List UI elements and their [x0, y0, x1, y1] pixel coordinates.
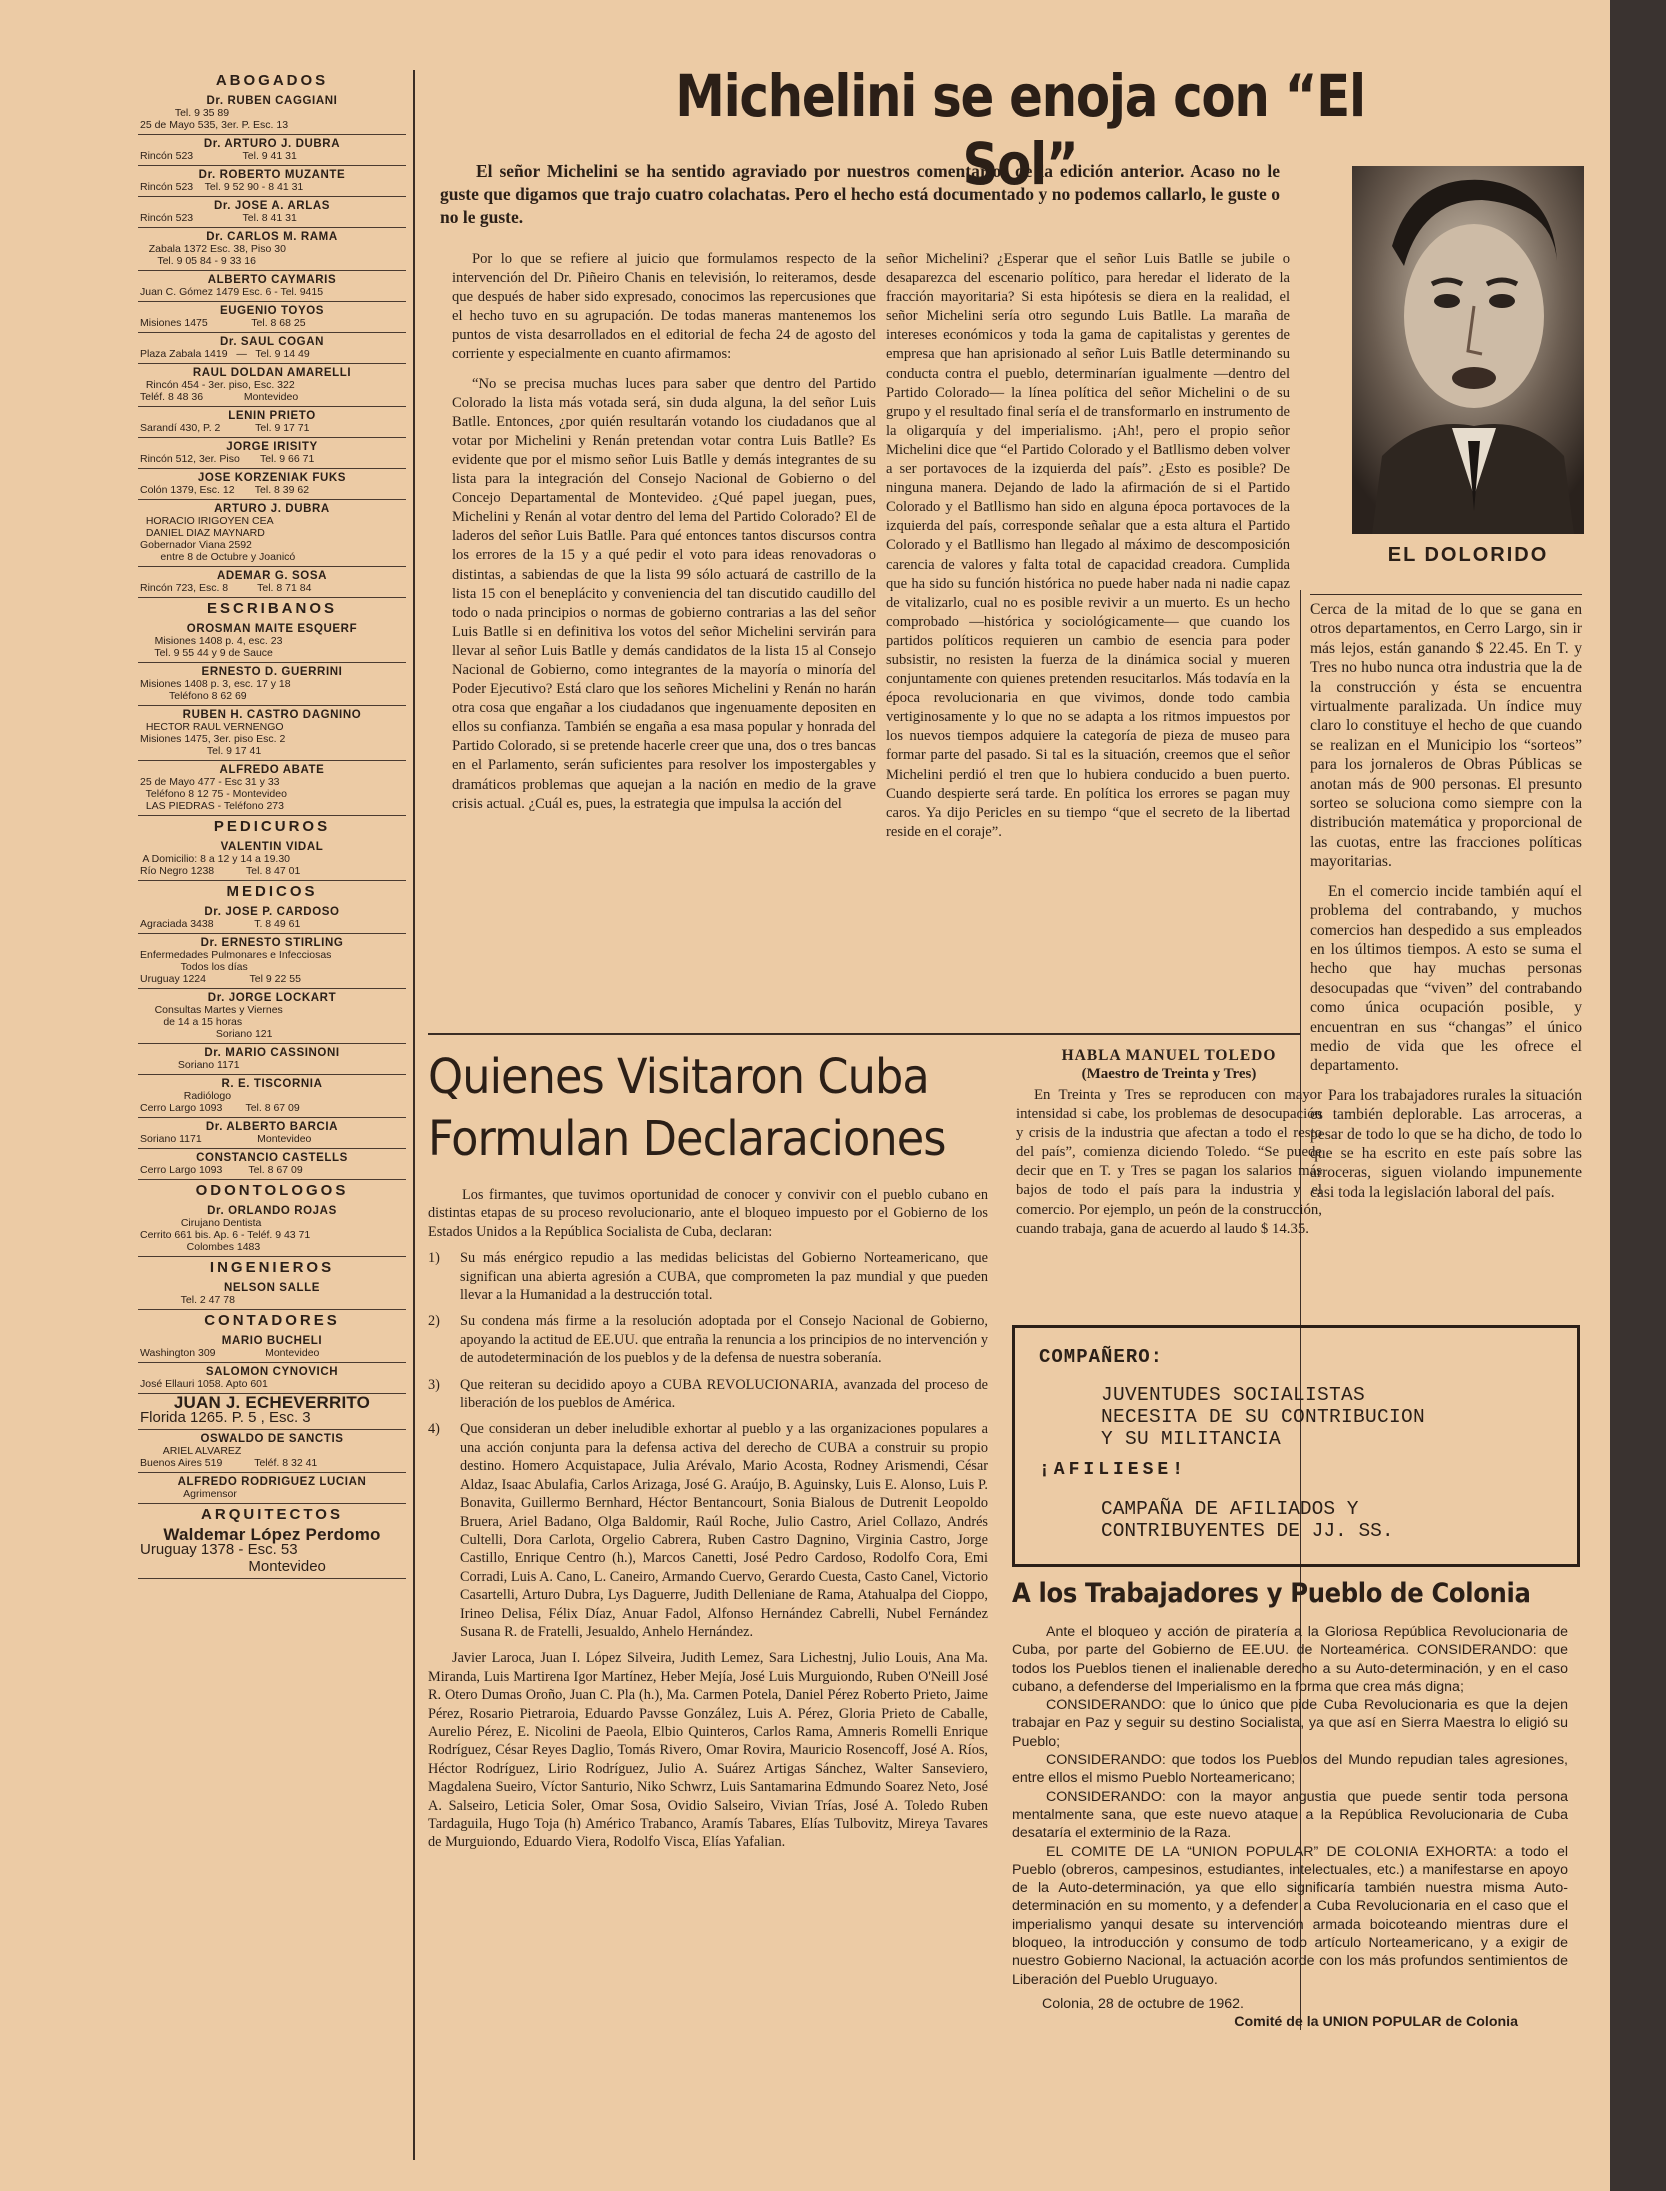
headline-colonia: A los Trabajadores y Pueblo de Colonia [1012, 1578, 1531, 1609]
ad-message: JUVENTUDES SOCIALISTAS NECESITA DE SU CONTRIBUCION Y SU MILITANCIA [1101, 1384, 1426, 1450]
entry-detail: Misiones 1475, 3er. piso Esc. 2 [140, 733, 286, 745]
declaration-point: 4) Que consideran un deber ineludible exhortar al pueblo y a las organizaciones populares a una acción conjunta para la defensa activa del derecho de CUBA a construir su propio destino. Homero Acquistapace, Julia Arévalo, Mario Acosta, Rodney Arismendi, César Aldaz, Isaac Abulafia, Carlos Arizaga, José G. Araújo, B. Aguinsky, Luis E. Alonso, Luis P. Bonavita, Guillermo Bernhard, Héctor Bentancourt, Sonia Bialous de Dutrenit Leopoldo Bruera, Ariel Badano, Olga Baldomir, Raúl Roche, Julio Castro, Ariel Collazo, Andrés Cultelli, Dora Carlota, Orgelio Cabrera, Ruben Castro Dagnino, Virginia Castro, Jorge Castillo, Enrique Centro (h.), Marcos Canetti, José Pedro Cardoso, Rodolfo Cora, Emi Corradi, Luis A. Cano, L. Caneiro, Armando Cuervo, Gerardo Cuesta, Casto Canel, Victorio Casartelli, Arturo Dubra, Lys Daguerre, Judith Delleniane de Rama, Atahualpa del Cioppo, Irineo Delisa, Félix Díaz, Anuar Fadol, Alfonso Hernández Cabrelli, Nubel Fernández Susana R. de Fratelli, Jesualdo, Anhelo Hernández. [428, 1421, 988, 1640]
entry-name: Dr. CARLOS M. RAMA [206, 231, 338, 243]
entry-detail: de 14 a 15 horas [140, 1016, 243, 1028]
statement-paragraph: CONSIDERANDO: que lo único que pide Cuba Revolucionaria es que la dejen trabajar en Paz y seguir su destino Socialista, ya que así en Sierra Maestra lo eligió su Pueblo; [1012, 1697, 1568, 1750]
scan-edge [1610, 0, 1666, 2191]
directory-section-heading: ESCRIBANOS [206, 600, 337, 617]
entry-name: LENIN PRIETO [228, 410, 316, 422]
headline-line: Quienes Visitaron Cuba [428, 1049, 929, 1105]
directory-entry [138, 92, 406, 135]
entry-name: Dr. ORLANDO ROJAS [207, 1205, 337, 1217]
entry-detail: Gobernador Viana 2592 [140, 539, 252, 551]
statement-paragraph: CONSIDERANDO: con la mayor angustia que puede sentir toda persona mentalmente sana, que este nuevo ataque a la República Revolucionaria de Cuba desataría el exterminio de la Raza. [1012, 1788, 1568, 1842]
entry-detail: Todos los días [140, 961, 248, 973]
entry-name: Dr. JORGE LOCKART [207, 992, 337, 1004]
ad-salutation: COMPAÑERO: [1039, 1346, 1164, 1368]
directory-section-heading: ABOGADOS [215, 72, 329, 89]
entry-name: SALOMON CYNOVICH [205, 1366, 339, 1378]
entry-name: NELSON SALLE [223, 1282, 320, 1294]
sidebar-divider [413, 70, 415, 2160]
right-column-rule [1310, 594, 1582, 595]
entry-detail: Tel. 2 47 78 [140, 1294, 235, 1306]
entry-detail: Tel. 9 35 89 [140, 107, 230, 119]
directory-entry [138, 302, 406, 333]
directory-entry [138, 620, 406, 663]
directory-entry [138, 500, 406, 567]
entry-detail: Zabala 1372 Esc. 38, Piso 30 [140, 243, 286, 255]
directory-entry [138, 271, 406, 302]
entry-name: ALBERTO CAYMARIS [207, 274, 337, 286]
directory-section-heading: PEDICUROS [213, 818, 331, 835]
directory-section-heading: ARQUITECTOS [201, 1506, 343, 1523]
entry-detail: Cerrito 661 bis. Ap. 6 - Teléf. 9 43 71 [140, 1229, 311, 1241]
entry-detail: Buenos Aires 519 Teléf. 8 32 41 [140, 1457, 318, 1469]
signatories-list: Javier Laroca, Juan I. López Silveira, Judith Lemez, Sara Lichestnj, Julio Louis, Ana Ma. Miranda, Luis Martirena Igor Martínez, Heber Mejía, José Luis Murguiondo, Ruben O'Neill José R. Otero Dumas Oroño, Juan C. Pla (h.), Ma. Carmen Potela, Daniel Pérez Roberto Prieto, Jaime Pérez, Rosario Pietraroia, Eduardo Pavsse González, Luis A. Pérez, Gloria Prieto de Caballe, Aurelio Pérez, E. Nicolini de Paeola, Elbio Quinteros, Carlos Rama, Amneris Romelli Enrique Rodríguez, César Reyes Daglio, Tomás Rivero, Omar Rovira, Mauricio Rosencoff, José A. Ríos, Héctor Rodríguez, Lirio Rodríguez, Julio A. Suárez Artigas Sánchez, Walter Sanseviero, Magdalena Sueiro, Víctor Santurio, Niko Schwrz, Luis Santamarina Edmundo Soarez Neto, José A. Salseiro, Leticia Soler, Omar Sosa, Ovidio Salseiro, Vivian Trías, José A. Toledo Ruben Tardaguila, Hugo Toja (h) Américo Trabanco, Aramís Tabares, Elías Tulbovitz, Mireya Tavares de Murguiondo, Eduardo Viera, Rodolfo Visca, Elías Yafalian. [428, 1650, 988, 1851]
directory-entry [138, 1118, 406, 1149]
directory-entry [138, 1394, 406, 1430]
entry-detail: Rincón 523 Tel. 8 41 31 [140, 212, 297, 224]
directory-entry [138, 1279, 406, 1310]
directory-entry [138, 333, 406, 364]
entry-name: Dr. MARIO CASSINONI [204, 1047, 340, 1059]
entry-name: Dr. RUBEN CAGGIANI [206, 95, 338, 107]
entry-detail: Cerro Largo 1093 Tel. 8 67 09 [140, 1102, 300, 1114]
directory-section-heading: ODONTOLOGOS [195, 1182, 349, 1199]
entry-detail: Rincón 512, 3er. Piso Tel. 9 66 71 [140, 453, 315, 465]
entry-name: Dr. ARTURO J. DUBRA [203, 138, 341, 150]
article-column-1 [452, 250, 876, 824]
entry-name: JORGE IRISITY [226, 441, 318, 453]
entry-name: R. E. TISCORNIA [221, 1078, 323, 1090]
statement-paragraph: EL COMITE DE LA “UNION POPULAR” DE COLONIA EXHORTA: a todo el Pueblo (obreros, campesinos, estudiantes, intelectuales, etc.) a manifestarse en apoyo de la Auto-determinación, ya que ello significaría también nuestra misma Auto-determinación en su momento, y a defender a Cuba Revolucionaria en el caso que el imperialismo yanqui desate su intervención armada boicoteando mientras dure el bloqueo, la introducción y consumo de todo artículo Norteamericano, y a exigir de nuestro Gobierno Nacional, la actuación acorde con los más profundos sentimientos de Liberación del Pueblo Uruguayo. [1012, 1843, 1568, 1988]
entry-detail: DANIEL DIAZ MAYNARD [140, 527, 265, 539]
directory-entry [138, 197, 406, 228]
right-column-text [1310, 600, 1582, 1212]
entry-detail: Rincón 523 Tel. 9 41 31 [140, 150, 297, 162]
photo-caption: EL DOLORIDO [1387, 544, 1549, 566]
entry-detail: Rincón 454 - 3er. piso, Esc. 322 [140, 379, 295, 391]
entry-detail: entre 8 de Octubre y Joanicó [140, 551, 296, 563]
directory-entry [138, 989, 406, 1044]
directory-entry [138, 1526, 406, 1579]
ad-campaign: CAMPAÑA DE AFILIADOS Y CONTRIBUYENTES DE JJ. SS. [1101, 1498, 1394, 1542]
directory-section-heading: MEDICOS [226, 883, 318, 900]
entry-detail: ARIEL ALVAREZ [140, 1445, 242, 1457]
directory-section-heading: INGENIEROS [209, 1259, 335, 1276]
entry-detail: Colombes 1483 [140, 1241, 261, 1253]
entry-name: EUGENIO TOYOS [219, 305, 325, 317]
entry-detail: Teléfono 8 62 69 [140, 690, 247, 702]
entry-name: Dr. JOSE P. CARDOSO [204, 906, 340, 918]
entry-detail: Sarandí 430, P. 2 Tel. 9 17 71 [140, 422, 310, 434]
entry-detail: Misiones 1475 Tel. 8 68 25 [140, 317, 306, 329]
entry-name: ALFREDO ABATE [219, 764, 325, 776]
entry-detail: A Domicilio: 8 a 12 y 14 a 19.30 [140, 853, 291, 865]
article-paragraph: Cerca de la mitad de lo que se gana en otros departamentos, en Cerro Largo, sin ir más lejos, están ganando $ 22.45. En T. y Tres no hubo nunca otra industria que la de la construcción y ésta se encuentra virtualmente paralizada. Un índice muy claro lo constituye el hecho de que cuando se realizan en el Municipio los “sorteos” para los jornaleros de Obras Públicas se anotan más de 900 personas. El presunto sorteo se soluciona como siempre con la distribución matemática y proporcional de las cuotas, entre las fracciones políticas mayoritarias. [1310, 601, 1582, 871]
directory-entry [138, 1332, 406, 1363]
entry-name: Dr. ROBERTO MUZANTE [198, 169, 346, 181]
entry-name: JUAN J. ECHEVERRITO [173, 1393, 371, 1412]
directory-entry [138, 1363, 406, 1394]
entry-detail: Plaza Zabala 1419 — Tel. 9 14 49 [140, 348, 310, 360]
entry-name: Waldemar López Perdomo [163, 1525, 381, 1544]
article-column-2 [886, 250, 1290, 852]
entry-detail: Cirujano Dentista [140, 1217, 262, 1229]
directory-entry [138, 706, 406, 761]
directory-entry [138, 1473, 406, 1504]
entry-detail: Tel. 9 05 84 - 9 33 16 [140, 255, 256, 267]
declaration-intro: Los firmantes, que tuvimos oportunidad de conocer y convivir con el pueblo cubano en distintas etapas de su proceso revolucionario, ante el bloqueo impuesto por el Gobierno de los Estados Unidos a la República Socialista de Cuba, declaran: [428, 1187, 988, 1240]
statement-paragraph: Ante el bloqueo y acción de piratería a la Gloriosa República Revolucionaria de Cuba, por parte del Gobierno de EE.UU. de Norteamérica. CONSIDERANDO: que todos los Pueblos tienen el inalienable derecho a su Auto-determinación, y en el caso cubano, a defenderse del Imperialismo en la forma que crea más digna; [1012, 1624, 1568, 1695]
entry-detail: Tel. 9 55 44 y 9 de Sauce [140, 647, 273, 659]
entry-name: Dr. JOSE A. ARLAS [213, 200, 331, 212]
entry-detail: Soriano 121 [140, 1028, 273, 1040]
directory-entry [138, 934, 406, 989]
article-paragraph: señor Michelini? ¿Esperar que el señor Luis Batlle se jubile o desaparezca del escenario político, para heredar el liderato de la fracción mayoritaria? Si esta hipótesis se diera en la realidad, el señor Michelini sería otro segundo Luis Batlle. La maraña de intereses económicos y toda la gama de capitalistas y gerentes de empresa que han aprisionado al señor Luis Batlle determinando su conducta contra el pueblo, determinarían igualmente —dentro del Partido Colorado— la línea política del señor Michelini o de su grupo y el resultado final sería el de transformarlo en instrumento de la oligarquía y del imperialismo. ¡Ah!, pero el propio señor Michelini dice que “el Partido Colorado y el Batllismo deben volver a ser portavoces de la izquierda del país”. ¿Esto es posible? De ninguna manera. Dejando de lado la afirmación de si el Partido Colorado y el Batllismo han sido en alguna época portavoces de la izquierda del país, corresponde señalar que a esta altura el Partido Colorado y el Batllismo han llegado al máximo de descomposición carencia de valores y falta total de capacidad creadora. Cumplida que ha sido su función histórica no puede haber nada ni nadie capaz de vitalizarlo, cual no es posible revivir a un muerto. Es un hecho comprobado —histórica y sociológicamente— que cuando los partidos políticos requieren un cambio de esencia para poder subsistir, no resisten la fuerza de la dinámica social y mueren conjuntamente con quienes pretenden resucitarlos. Más todavía en la época revolucionaria en que vivimos, donde todo cambia vertiginosamente y lo que no se adapta a los ritmos impuestos por los nuevos tiempos adquiere la categoría de pieza de museo para formar parte del pasado. Si tal es la situación, creemos que el señor Michelini perdió el tren que lo hubiera conducido a buen puerto. Cuando despierte será tarde. En política los errores se pagan muy caros. Ya dijo Pericles en su tiempo “que el secreto de la libertad reside en el coraje”. [886, 251, 1290, 840]
entry-detail: HORACIO IRIGOYEN CEA [140, 515, 274, 527]
directory-entry [138, 1149, 406, 1180]
entry-detail: Juan C. Gómez 1479 Esc. 6 - Tel. 9415 [140, 286, 324, 298]
entry-detail: LAS PIEDRAS - Teléfono 273 [140, 800, 284, 812]
directory-entry [138, 438, 406, 469]
entry-name: CONSTANCIO CASTELLS [196, 1152, 348, 1164]
statement-date: Colonia, 28 de octubre de 1962. [1042, 1995, 1244, 2012]
directory-entry [138, 135, 406, 166]
entry-detail: Agrimensor [140, 1488, 237, 1500]
directory-entry [138, 1075, 406, 1118]
toledo-heading: HABLA MANUEL TOLEDO [1061, 1047, 1277, 1064]
portrait-photo [1352, 166, 1584, 534]
statement-paragraph: CONSIDERANDO: que todos los Pueblos del Mundo repudian tales agresiones, entre ellos el mismo Pueblo Norteamericano; [1012, 1752, 1568, 1787]
entry-detail: Uruguay 1378 - Esc. 53 [140, 1541, 298, 1558]
entry-name: ERNESTO D. GUERRINI [201, 666, 343, 678]
headline-line: Formulan Declaraciones [428, 1111, 946, 1167]
colonia-statement [1012, 1623, 1568, 2032]
entry-detail: Washington 309 Montevideo [140, 1347, 320, 1359]
directory-entry [138, 761, 406, 816]
directory-entry [138, 567, 406, 598]
directory-entry [138, 1202, 406, 1257]
entry-name: ALFREDO RODRIGUEZ LUCIAN [177, 1476, 367, 1488]
entry-detail: Rincón 723, Esc. 8 Tel. 8 71 84 [140, 582, 312, 594]
headline-michelini: Michelini se enoja con “El Sol” [675, 62, 1365, 198]
statement-signature: Comité de la UNION POPULAR de Colonia [1234, 2014, 1518, 2031]
directory-entry [138, 838, 406, 881]
entry-detail: 25 de Mayo 535, 3er. P. Esc. 13 [140, 119, 289, 131]
entry-detail: Consultas Martes y Viernes [140, 1004, 283, 1016]
entry-detail: Soriano 1171 Montevideo [140, 1133, 312, 1145]
directory-entry [138, 166, 406, 197]
entry-detail: Agraciada 3438 T. 8 49 61 [140, 918, 301, 930]
entry-detail: Radiólogo [140, 1090, 232, 1102]
directory-entry [138, 1044, 406, 1075]
entry-name: RUBEN H. CASTRO DAGNINO [182, 709, 362, 721]
entry-detail: Montevideo [140, 1558, 326, 1575]
entry-detail: Misiones 1408 p. 3, esc. 17 y 18 [140, 678, 291, 690]
declaration-points [428, 1249, 988, 1641]
directory-entry [138, 663, 406, 706]
entry-detail: Rincón 523 Tel. 9 52 90 - 8 41 31 [140, 181, 304, 193]
declaration-point: 3) Que reiteran su decidido apoyo a CUBA REVOLUCIONARIA, avanzada del proceso de liberación de los pueblos de América. [428, 1376, 988, 1412]
directory-section-heading: CONTADORES [204, 1312, 340, 1329]
article-paragraph: En el comercio incide también aquí el problema del contrabando, y muchos comercios han despedido a sus empleados en los últimos tiempos. A esto se suma el hecho que hay muchas personas desocupadas que “viven” del contrabando como única ocupación posible, y encuentran en sus “changas” el único medio de vida que les ofrece el departamento. [1310, 882, 1582, 1075]
ad-call: ¡AFILIESE! [1039, 1460, 1188, 1480]
entry-name: ADEMAR G. SOSA [217, 570, 327, 582]
toledo-subheading: (Maestro de Treinta y Tres) [1081, 1066, 1257, 1082]
article-paragraph: Por lo que se refiere al juicio que formulamos respecto de la intervención del Dr. Piñeiro Chanis en televisión, lo reiteramos, desde que después de haber sido expresado, conocimos las repercusiones que el hecho tuvo en su agrupación. De todas maneras mantenemos los puntos de vista desarrollados en el editorial de fecha 24 de agosto del corriente y especialmente en cuanto afirmamos: [452, 251, 876, 363]
entry-detail: 25 de Mayo 477 - Esc 31 y 33 [140, 776, 280, 788]
entry-name: OSWALDO DE SANCTIS [200, 1433, 344, 1445]
directory-entry [138, 228, 406, 271]
headline-cuba [428, 1046, 967, 1170]
entry-detail: Cerro Largo 1093 Tel. 8 67 09 [140, 1164, 303, 1176]
declaration-point: 2) Su condena más firme a la resolución adoptada por el Consejo Nacional de Gobierno, apoyando la actitud de EE.UU. que entraña la renuncia a los principios de no intervención y de autodeterminación de los pueblos y de la defensa de nuestra soberanía. [428, 1313, 988, 1367]
directory-entry [138, 407, 406, 438]
entry-name: OROSMAN MAITE ESQUERF [186, 623, 358, 635]
directory-entry [138, 903, 406, 934]
entry-name: RAUL DOLDAN AMARELLI [192, 367, 352, 379]
article-paragraph: Para los trabajadores rurales la situación es también deplorable. Las arroceras, a pesar de todo lo que se ha dicho, de todo lo que se ha escrito en este país sobre las arroceras, siguen violando impunemente casi toda la legislación laboral del país. [1310, 1086, 1582, 1201]
entry-detail: José Ellauri 1058. Apto 601 [140, 1378, 268, 1390]
entry-detail: Uruguay 1224 Tel 9 22 55 [140, 973, 301, 985]
entry-name: ARTURO J. DUBRA [214, 503, 330, 515]
section-divider [428, 1033, 1300, 1035]
entry-detail: Río Negro 1238 Tel. 8 47 01 [140, 865, 301, 877]
professional-directory [138, 70, 406, 2160]
cuba-declaration [428, 1186, 988, 1860]
directory-entry [138, 469, 406, 500]
entry-detail: Colón 1379, Esc. 12 Tel. 8 39 62 [140, 484, 310, 496]
entry-detail: Tel. 9 17 41 [140, 745, 262, 757]
entry-detail: Soriano 1171 [140, 1059, 240, 1071]
entry-detail: Florida 1265. P. 5 , Esc. 3 [140, 1409, 311, 1426]
entry-name: JOSE KORZENIAK FUKS [197, 472, 347, 484]
declaration-point: 1) Su más enérgico repudio a las medidas belicistas del Gobierno Norteamericano, que significan una abierta agresión a CUBA, que comprometen la paz mundial y que pueden llevar a la Humanidad a la destrucción total. [428, 1250, 988, 1304]
directory-entry [138, 364, 406, 407]
entry-detail: HECTOR RAUL VERNENGO [140, 721, 284, 733]
entry-detail: Misiones 1408 p. 4, esc. 23 [140, 635, 283, 647]
article-paragraph: “No se precisa muchas luces para saber que dentro del Partido Colorado la lista más votada será, sin duda alguna, la del señor Luis Batlle. Entonces, ¿por quién resultarán votando los ciudadanos que al votar por Michelini y Renán pretendan votar contra Luis Batlle? Es evidente que por el mismo señor Luis Batlle y demás integrantes de su lista para la integración del Consejo Nacional de Gobierno o del Concejo Departamental de Montevideo. ¿Qué papel juegan, pues, Michelini y Renán al votar dentro del lema del Partido Colorado? El de laderos del señor Luis Batlle. Para qué entonces tantos discursos contra los errores de la 15 y a qué pedir el voto para ideas renovadoras o distintas, a sabiendas de que la lista 99 sólo actuará de castrillo de la lista 15 con el beneplácito y conveniencia del tan discutido caudillo del todo o nada principios o normas de gobierno contrarias a las del señor Luis Batlle si en definitiva los votos del señor Michelini servirán para llevar al señor Luis Batlle y demás candidatos de la lista 15 al Consejo Nacional de Gobierno, como integrantes de la mayoría o minoría del Poder Ejecutivo? Está claro que los señores Michelini y Renán no harán otra cosa que engañar a los ciudadanos que ingenuamente depositen en ellos su confianza. También se engaña a esa masa popular y honrada del Partido Colorado, si se pretende hacerle creer que una, dos o tres bancas en el Parlamento, serán suficientes para resolver los impostergables y dramáticos problemas que aquejan a la nación en medio de la grave crisis actual. ¿Cuál es, pues, la estrategia que impulsa la acción del [452, 375, 876, 812]
entry-name: Dr. ALBERTO BARCIA [205, 1121, 339, 1133]
entry-detail: Enfermedades Pulmonares e Infecciosas [140, 949, 332, 961]
article-lead: El señor Michelini se ha sentido agraviado por nuestros comentarios de la edición anterior. Acaso no le guste que digamos que trajo cuatro colachatas. Pero el hecho está documentado y no podemos callarlo, le guste o no le guste. [440, 161, 1280, 227]
entry-name: Dr. SAUL COGAN [219, 336, 325, 348]
entry-name: Dr. ERNESTO STIRLING [200, 937, 344, 949]
entry-detail: Teléf. 8 48 36 Montevideo [140, 391, 299, 403]
toledo-text: En Treinta y Tres se reproducen con mayor intensidad si cabe, los problemas de desocupación y crisis de la industria que afectan a todo el resto del país”, comienza diciendo Toledo. “Se puede decir que en T. y Tres se pagan los salarios más bajos de todo el país para la industria y el comercio. Por ejemplo, un peón de la construcción, cuando trabaja, gana de acuerdo al laudo $ 14.35. [1016, 1087, 1322, 1237]
socialist-youth-ad [1012, 1325, 1580, 1567]
entry-detail: Teléfono 8 12 75 - Montevideo [140, 788, 287, 800]
toledo-article [1016, 1047, 1322, 1239]
directory-entry [138, 1430, 406, 1473]
entry-name: MARIO BUCHELI [221, 1335, 323, 1347]
entry-name: VALENTIN VIDAL [220, 841, 324, 853]
